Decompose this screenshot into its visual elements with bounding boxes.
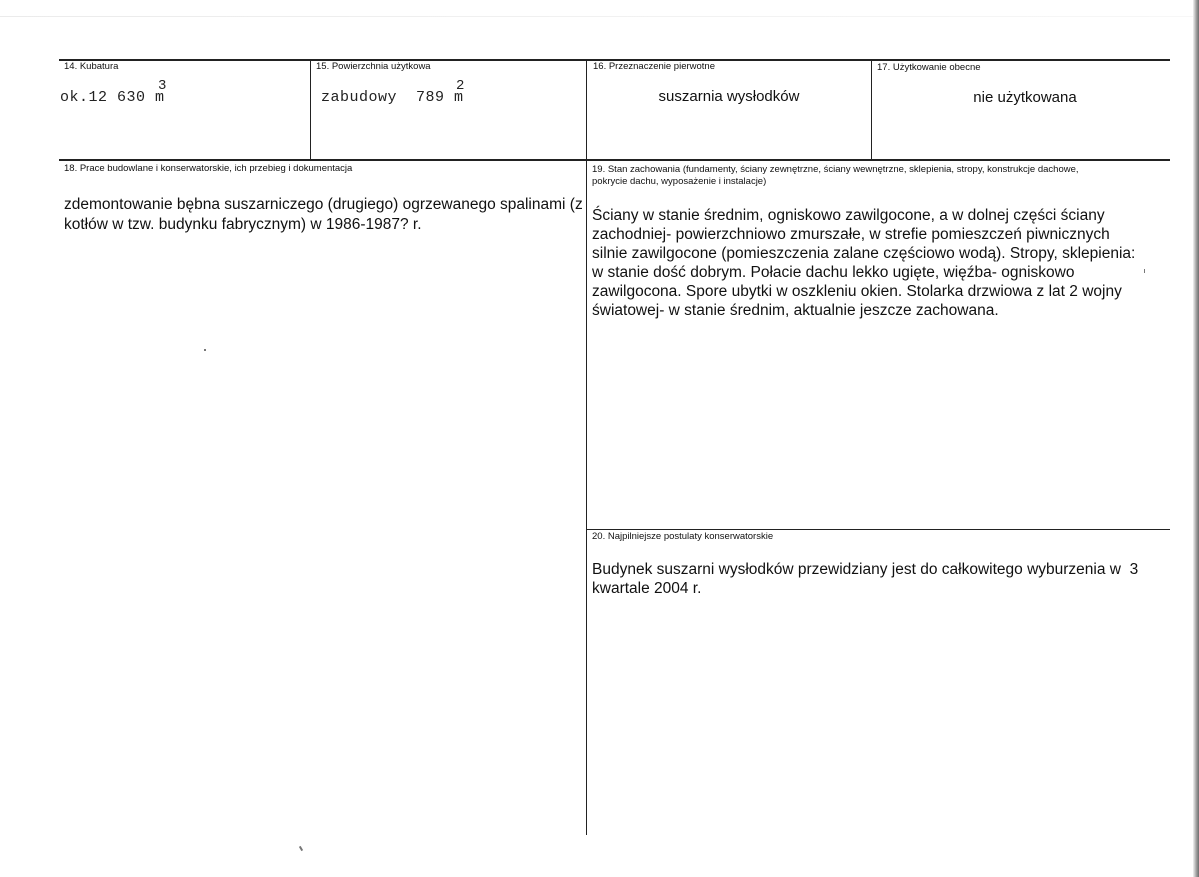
field-18-text: zdemontowanie bębna suszarniczego (drugiego) ogrzewanego spalinami (z kotłów w tzw. budynku fabrycznym) w 1986-1987? r. (64, 196, 583, 233)
field-19-label: 19. Stan zachowania (fundamenty, ściany zewnętrzne, ściany wewnętrzne, sklepienia, stropy, konstrukcje dachowe, pokrycie dachu, wyposażenie i instalacje) (592, 164, 1079, 187)
scan-speck (204, 349, 206, 351)
field-18-label: 18. Prace budowlane i konserwatorskie, ich przebieg i dokumentacja (64, 163, 353, 174)
row1-divider (59, 159, 1170, 161)
field-14-exponent: 3 (158, 78, 167, 94)
field-20-label: 20. Najpilniejsze postulaty konserwatorskie (592, 531, 774, 542)
scan-speck (299, 846, 303, 851)
field-15-label: 15. Powierzchnia użytkowa (316, 61, 431, 72)
divider-16-17 (871, 59, 872, 161)
field-14-value: ok.12 630 m (60, 89, 165, 106)
field-17-label: 17. Użytkowanie obecne (877, 62, 981, 73)
divider-14-15 (310, 59, 311, 161)
scan-speck (1144, 269, 1145, 273)
field-17-value: nie użytkowana (973, 89, 1077, 106)
scan-edge (1193, 0, 1199, 877)
field-20-text: Budynek suszarni wysłodków przewidziany jest do całkowitego wyburzenia w 3 kwartale 2004 r. (592, 561, 1143, 597)
field-19-text: Ściany w stanie średnim, ogniskowo zawilgocone, a w dolnej części ściany zachodniej- powierzchniowo zmurszałe, w strefie pomieszczeń piwnicznych silnie zawilgocone (pomieszczenia zalane częściowo wodą). Stropy, sklepienia: w stanie dość dobrym. Połacie dachu lekko ugięte, więźba- ogniskowo zawilgocona. Spore ubytki w oszkleniu okien. Stolarka drzwiowa z lat 2 wojny światowej- w stanie średnim, aktualnie jeszcze zachowana. (592, 207, 1136, 319)
divider-15-16 (586, 59, 587, 835)
field-16-label: 16. Przeznaczenie pierwotne (593, 61, 715, 72)
field-14-label: 14. Kubatura (64, 61, 119, 72)
field-20-top-rule (586, 529, 1170, 530)
field-15-value: zabudowy 789 m (321, 89, 464, 106)
field-16-value: suszarnia wysłodków (658, 88, 800, 105)
scan-artifact-line (0, 16, 1199, 17)
field-15-exponent: 2 (456, 78, 465, 94)
